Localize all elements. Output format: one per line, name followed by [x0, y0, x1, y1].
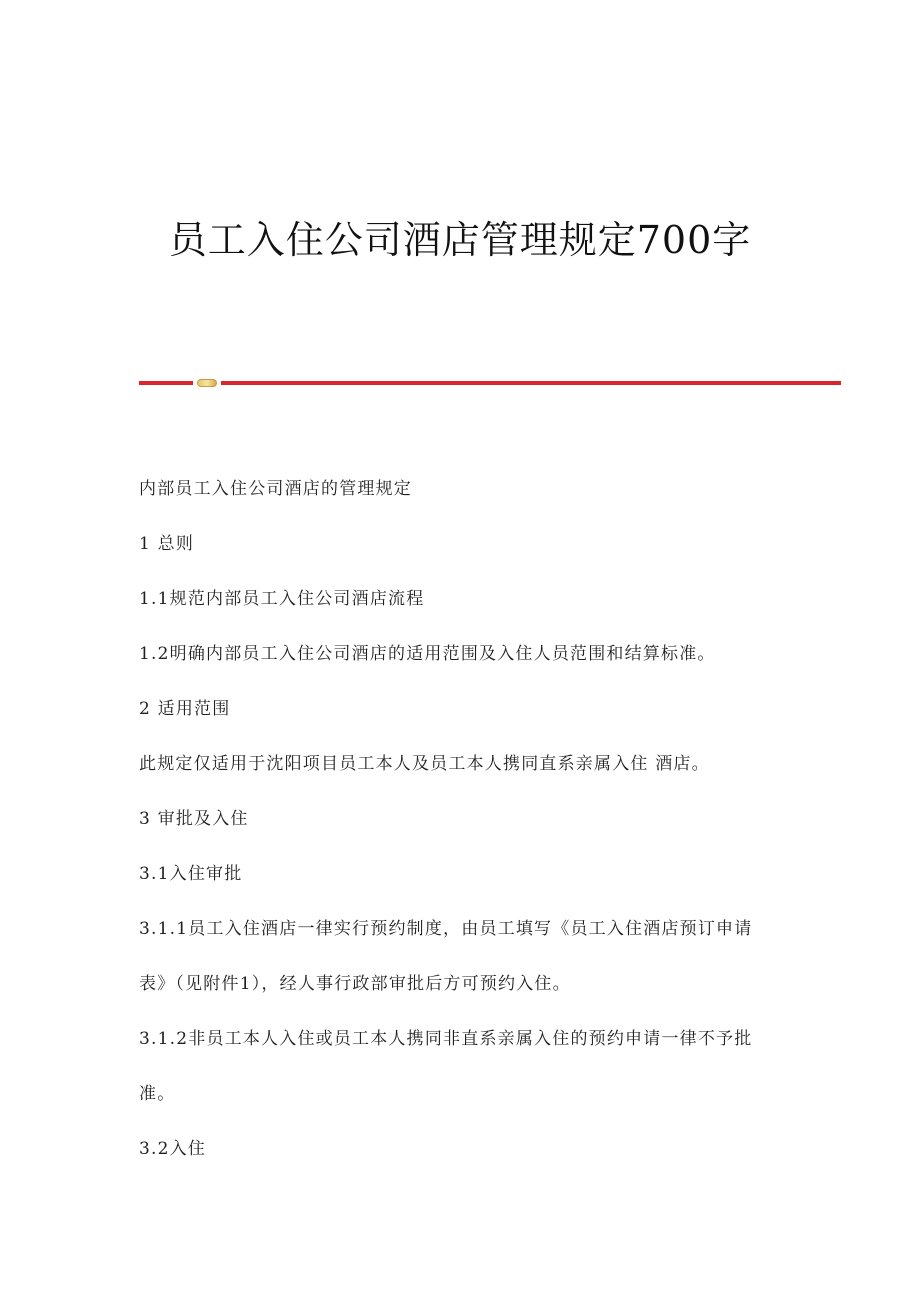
divider-bar-left	[139, 381, 193, 385]
section-2-body: 此规定仅适用于沈阳项目员工本人及员工本人携同直系亲属入住 酒店。	[139, 754, 710, 774]
clause-1-2: 1.2明确内部员工入住公司酒店的适用范围及入住人员范围和结算标准。	[139, 644, 716, 664]
section-1-heading: 1 总则	[139, 534, 195, 554]
section-2-heading: 2 适用范围	[139, 699, 231, 719]
document-body	[139, 462, 779, 1177]
clause-3-1-1: 3.1.1员工入住酒店一律实行预约制度，由员工填写《员工入住酒店预订申请表》（见附件1），经人事行政部审批后方可预约入住。	[139, 919, 753, 994]
clause-3-1: 3.1入住审批	[139, 864, 243, 884]
page-title: 员工入住公司酒店管理规定700字	[168, 218, 752, 262]
section-3-heading: 3 审批及入住	[139, 809, 249, 829]
clause-3-2: 3.2入住	[139, 1139, 207, 1159]
subtitle: 内部员工入住公司酒店的管理规定	[139, 479, 412, 499]
title-divider	[139, 379, 841, 389]
divider-ornament-icon	[197, 379, 217, 387]
clause-3-1-2: 3.1.2非员工本人入住或员工本人携同非直系亲属入住的预约申请一律不予批准。	[139, 1029, 753, 1104]
clause-1-1: 1.1规范内部员工入住公司酒店流程	[139, 589, 425, 609]
divider-bar-right	[221, 381, 841, 385]
